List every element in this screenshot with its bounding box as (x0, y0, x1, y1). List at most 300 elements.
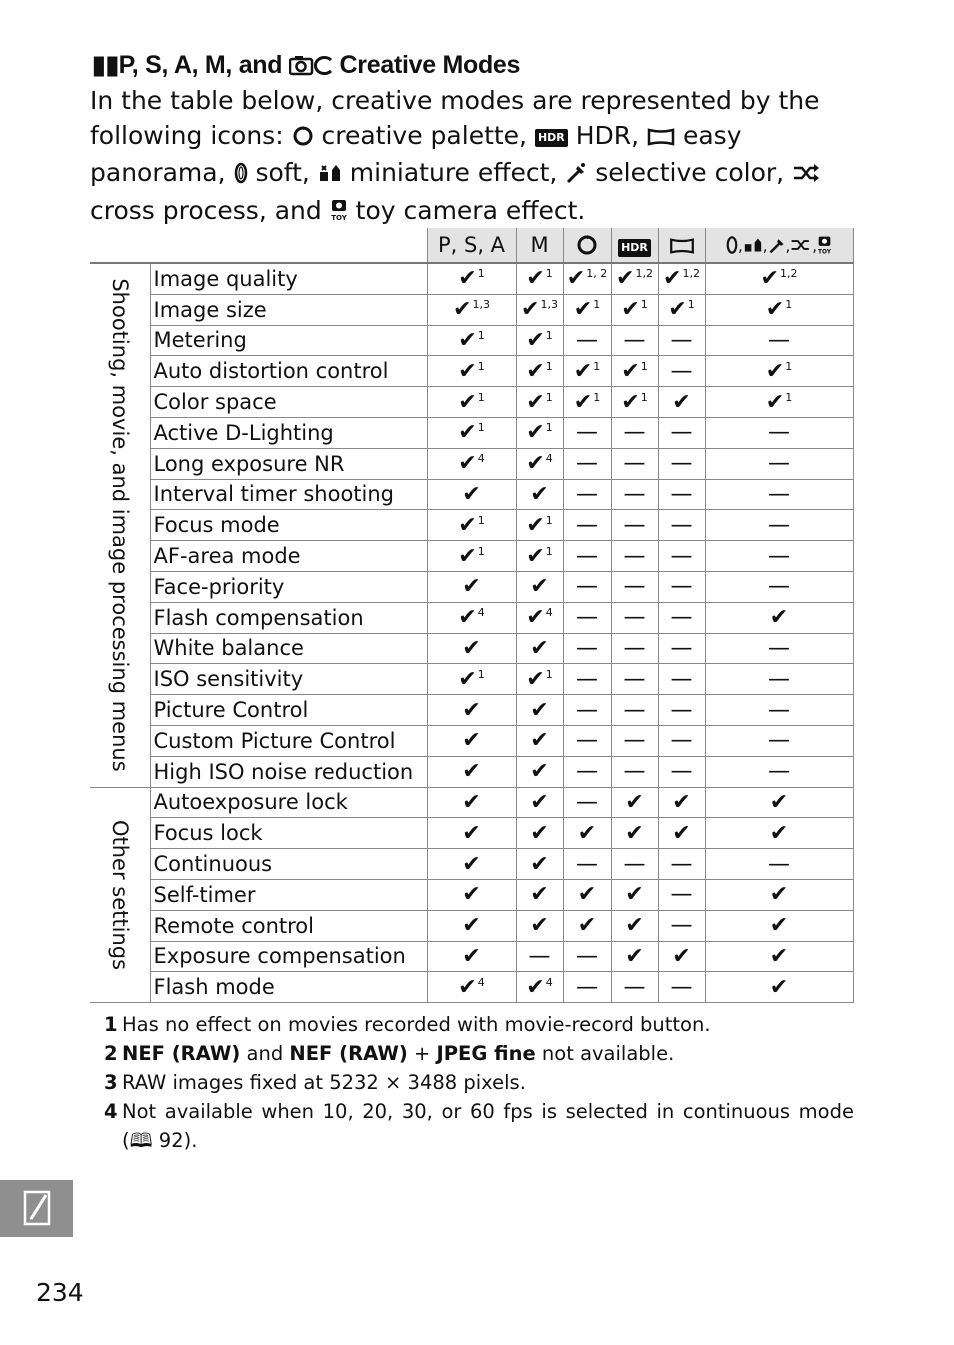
group-label-text: Other settings (107, 819, 132, 970)
footnote-fragment: Has no effect on movies recorded with movie-record button. (122, 1013, 711, 1036)
availability-cell (705, 910, 853, 941)
availability-cell (516, 479, 563, 510)
dash-mark: — (623, 635, 646, 661)
footnote-text (122, 1068, 854, 1097)
availability-cell (427, 756, 516, 787)
availability-cell (563, 479, 611, 510)
availability-cell (705, 417, 853, 448)
availability-cell (563, 633, 611, 664)
availability-cell (427, 325, 516, 356)
availability-cell (516, 356, 563, 387)
setting-label: Active D-Lighting (150, 417, 427, 448)
dash-mark: — (670, 759, 693, 785)
intro-toy-camera: toy camera effect. (347, 195, 586, 225)
footnote-ref: 1 (477, 328, 485, 342)
availability-cell (658, 448, 705, 479)
check-mark-icon: ✔ (458, 974, 477, 1000)
dash-mark: — (576, 605, 598, 631)
footnote (104, 1097, 854, 1155)
availability-cell (611, 602, 658, 633)
setting-label: White balance (150, 633, 427, 664)
dash-mark: — (576, 481, 598, 507)
availability-cell (705, 325, 853, 356)
soft-icon (726, 237, 738, 255)
availability-cell (705, 633, 853, 664)
availability-cell (516, 972, 563, 1003)
heading-title: Creative Modes (332, 51, 521, 79)
footnote-number: 3 (104, 1071, 118, 1094)
footnote-ref: 1 (593, 298, 601, 312)
availability-cell (705, 541, 853, 572)
dash-mark: — (576, 420, 598, 446)
availability-cell (658, 633, 705, 664)
intro-paragraph (90, 84, 870, 231)
heading-modes: P, S, A, M, (118, 51, 233, 79)
availability-cell (658, 910, 705, 941)
availability-cell (705, 356, 853, 387)
footnote-ref: 1 (785, 298, 793, 312)
check-mark-icon: ✔ (621, 358, 640, 384)
setting-label: Image size (150, 294, 427, 325)
footnote-ref: 1,3 (540, 298, 558, 312)
footnote-ref: 1,2 (779, 267, 798, 281)
check-mark-icon: ✔ (462, 789, 481, 815)
col-header-hdr (611, 228, 658, 263)
check-mark-icon: ✔ (616, 266, 635, 292)
setting-label: Interval timer shooting (150, 479, 427, 510)
footnote-ref: 1 (687, 298, 695, 312)
intro-creative-palette: creative palette, (313, 120, 535, 150)
availability-cell (516, 818, 563, 849)
dash-mark: — (576, 635, 598, 661)
availability-cell (516, 325, 563, 356)
availability-cell (705, 479, 853, 510)
footnote-ref: 1 (477, 667, 485, 681)
table-row (90, 510, 853, 541)
dash-mark: — (623, 420, 646, 446)
availability-cell (658, 417, 705, 448)
check-mark-icon: ✔ (458, 327, 477, 353)
availability-cell (611, 695, 658, 726)
check-mark-icon: ✔ (530, 851, 549, 877)
table-row (90, 664, 853, 695)
dash-mark: — (768, 574, 790, 600)
availability-cell (516, 263, 563, 294)
selective-color-icon (565, 159, 587, 194)
availability-cell (516, 725, 563, 756)
dash-mark: — (670, 666, 693, 692)
dash-mark: — (576, 543, 598, 569)
availability-cell (705, 294, 853, 325)
footnote-ref: 1 (545, 267, 553, 281)
availability-cell (658, 787, 705, 818)
check-mark-icon: ✔ (526, 512, 545, 538)
heading-and: and (232, 51, 289, 79)
intro-soft: soft, (247, 158, 318, 187)
availability-cell (563, 417, 611, 448)
availability-cell (705, 571, 853, 602)
check-mark-icon: ✔ (462, 574, 481, 600)
check-mark-icon: ✔ (769, 913, 789, 939)
availability-cell (516, 571, 563, 602)
check-mark-icon: ✔ (458, 512, 477, 538)
section-marker-icon: ▮▮ (92, 51, 119, 79)
availability-cell (427, 417, 516, 448)
table-row (90, 294, 853, 325)
check-mark-icon: ✔ (530, 789, 549, 815)
availability-cell (516, 510, 563, 541)
footnote (104, 1039, 854, 1068)
availability-cell (611, 479, 658, 510)
availability-cell (658, 325, 705, 356)
table-row (90, 325, 853, 356)
availability-cell (705, 387, 853, 418)
table-row (90, 695, 853, 726)
footnote-ref: 1 (477, 421, 485, 435)
check-mark-icon: ✔ (566, 266, 586, 292)
availability-cell (563, 972, 611, 1003)
footnote-ref: 1,2 (682, 267, 700, 281)
availability-cell (516, 664, 563, 695)
check-mark-icon: ✔ (625, 820, 644, 846)
availability-cell (427, 571, 516, 602)
notes-icon (22, 1189, 52, 1227)
availability-cell (427, 263, 516, 294)
row-group-label (90, 787, 150, 1003)
table-row (90, 571, 853, 602)
setting-label: Flash compensation (150, 602, 427, 633)
table-row (90, 633, 853, 664)
availability-cell (611, 818, 658, 849)
check-mark-icon: ✔ (458, 389, 477, 415)
footnote-fragment: and (240, 1042, 290, 1065)
availability-cell (427, 602, 516, 633)
toy-camera-icon (330, 197, 348, 232)
check-mark-icon: ✔ (521, 297, 540, 323)
footnote-text (122, 1010, 854, 1039)
check-mark-icon: ✔ (458, 451, 477, 477)
dash-mark: — (768, 697, 790, 723)
check-mark-icon: ✔ (573, 358, 593, 384)
table-row (90, 910, 853, 941)
cross-process-icon (792, 159, 820, 194)
check-mark-icon: ✔ (577, 882, 597, 908)
cross-process-icon (790, 237, 812, 255)
check-mark-icon: ✔ (530, 820, 549, 846)
dash-mark: — (768, 420, 790, 446)
col-header-m: M (516, 228, 563, 263)
miniature-effect-icon (743, 237, 763, 255)
availability-cell (563, 941, 611, 972)
table-row (90, 602, 853, 633)
dash-mark: — (623, 666, 646, 692)
check-mark-icon: ✔ (760, 266, 779, 292)
footnote-ref: 1 (477, 359, 485, 373)
availability-cell (611, 571, 658, 602)
availability-cell (516, 695, 563, 726)
table-row (90, 849, 853, 880)
table-row (90, 417, 853, 448)
availability-cell (427, 849, 516, 880)
check-mark-icon: ✔ (530, 635, 549, 661)
table-row (90, 879, 853, 910)
footnote-fragment: 92). (152, 1129, 198, 1152)
dash-mark: — (576, 451, 598, 477)
footnote-ref: 1 (785, 359, 793, 373)
availability-cell (516, 787, 563, 818)
check-mark-icon: ✔ (530, 913, 549, 939)
table-row (90, 263, 853, 294)
table-row (90, 725, 853, 756)
check-mark-icon: ✔ (672, 943, 691, 969)
availability-cell (516, 756, 563, 787)
dash-mark: — (623, 728, 646, 754)
availability-cell (611, 787, 658, 818)
col-header-easy-panorama (658, 228, 705, 263)
check-mark-icon: ✔ (530, 481, 549, 507)
dash-mark: — (623, 574, 646, 600)
setting-label: Focus mode (150, 510, 427, 541)
footnotes (104, 1010, 854, 1155)
check-mark-icon: ✔ (621, 297, 640, 323)
availability-cell (427, 633, 516, 664)
check-mark-icon: ✔ (458, 666, 477, 692)
check-mark-icon: ✔ (765, 389, 785, 415)
check-mark-icon: ✔ (526, 451, 545, 477)
availability-cell (427, 294, 516, 325)
footnote-ref: 1 (477, 544, 485, 558)
check-mark-icon: ✔ (526, 389, 545, 415)
dash-mark: — (670, 451, 693, 477)
availability-cell (563, 356, 611, 387)
dash-mark: — (670, 327, 693, 353)
availability-cell (563, 818, 611, 849)
header-blank (90, 228, 150, 263)
dash-mark: — (623, 451, 646, 477)
check-mark-icon: ✔ (625, 943, 644, 969)
dash-mark: — (623, 759, 646, 785)
availability-cell (658, 541, 705, 572)
availability-cell (427, 910, 516, 941)
check-mark-icon: ✔ (672, 820, 691, 846)
availability-cell (611, 910, 658, 941)
dash-mark: — (670, 851, 693, 877)
footnote-ref: 1 (545, 390, 553, 404)
availability-cell (516, 417, 563, 448)
setting-label: Long exposure NR (150, 448, 427, 479)
availability-cell (427, 356, 516, 387)
availability-cell (516, 910, 563, 941)
dash-mark: — (670, 512, 693, 538)
availability-cell (611, 941, 658, 972)
dash-mark: — (768, 666, 790, 692)
availability-cell (705, 879, 853, 910)
availability-cell (658, 387, 705, 418)
check-mark-icon: ✔ (458, 543, 477, 569)
footnote-ref: 1 (545, 328, 553, 342)
footnote-ref: 4 (545, 606, 553, 620)
footnote-number: 1 (104, 1013, 118, 1036)
check-mark-icon: ✔ (458, 420, 477, 446)
footnote-ref: 1 (593, 359, 601, 373)
setting-label: Flash mode (150, 972, 427, 1003)
availability-cell (705, 787, 853, 818)
dash-mark: — (623, 697, 646, 723)
dash-mark: — (768, 512, 790, 538)
dash-mark: — (670, 913, 693, 939)
availability-cell (563, 664, 611, 695)
availability-cell (658, 356, 705, 387)
availability-cell (516, 294, 563, 325)
availability-cell (563, 571, 611, 602)
section-heading (92, 50, 520, 83)
dash-mark: — (768, 635, 790, 661)
check-mark-icon: ✔ (526, 666, 545, 692)
dash-mark: — (670, 728, 693, 754)
availability-cell (611, 725, 658, 756)
footnote-fragment: + (407, 1042, 437, 1065)
dash-mark: — (623, 605, 646, 631)
availability-cell (611, 541, 658, 572)
table-header-row (90, 228, 853, 263)
availability-cell (658, 664, 705, 695)
footnote-fragment: JPEG fine (436, 1042, 536, 1065)
availability-cell (427, 879, 516, 910)
dash-mark: — (768, 543, 790, 569)
availability-cell (658, 849, 705, 880)
check-mark-icon: ✔ (453, 297, 472, 323)
setting-label: Color space (150, 387, 427, 418)
creative-mode-icon (289, 54, 333, 83)
footnote-ref: 1 (593, 390, 601, 404)
col-header-psa: P, S, A (427, 228, 516, 263)
intro-text: In the table below, creative modes are represented by the following icons: (90, 86, 820, 150)
setting-label: Auto distortion control (150, 356, 427, 387)
footnote-fragment: NEF (RAW) (122, 1042, 241, 1065)
footnote-ref: 1 (640, 359, 648, 373)
availability-cell (658, 941, 705, 972)
setting-label: Picture Control (150, 695, 427, 726)
check-mark-icon: ✔ (526, 266, 545, 292)
dash-mark: — (768, 728, 790, 754)
availability-cell (563, 879, 611, 910)
footnote-ref: 1 (640, 298, 648, 312)
footnote-text (122, 1039, 854, 1068)
footnote-ref: 4 (545, 975, 553, 989)
availability-cell (611, 849, 658, 880)
availability-cell (427, 941, 516, 972)
availability-cell (563, 510, 611, 541)
availability-cell (658, 695, 705, 726)
availability-cell (611, 510, 658, 541)
availability-cell (705, 510, 853, 541)
table-row (90, 818, 853, 849)
availability-cell (563, 910, 611, 941)
dash-mark: — (576, 851, 598, 877)
dash-mark: — (768, 481, 790, 507)
availability-cell (563, 263, 611, 294)
availability-cell (705, 818, 853, 849)
availability-cell (427, 479, 516, 510)
availability-cell (563, 756, 611, 787)
col-header-effects: , , , , TOY (705, 228, 853, 263)
availability-cell (705, 849, 853, 880)
footnote-ref: 1, 2 (586, 267, 608, 281)
setting-label: Metering (150, 325, 427, 356)
availability-cell (611, 633, 658, 664)
check-mark-icon: ✔ (462, 882, 481, 908)
creative-palette-icon (292, 122, 314, 157)
availability-cell (516, 602, 563, 633)
table-row (90, 941, 853, 972)
table-row (90, 972, 853, 1003)
setting-label: Self-timer (150, 879, 427, 910)
availability-cell (516, 849, 563, 880)
dash-mark: — (576, 666, 598, 692)
availability-cell (516, 941, 563, 972)
check-mark-icon: ✔ (769, 789, 789, 815)
soft-icon (234, 159, 248, 194)
dash-mark: — (528, 943, 551, 969)
footnote-ref: 1 (477, 390, 485, 404)
availability-cell (427, 510, 516, 541)
footnote-number: 4 (104, 1100, 118, 1123)
availability-cell (563, 294, 611, 325)
dash-mark: — (623, 974, 646, 1000)
footnote-fragment: NEF (RAW) (289, 1042, 408, 1065)
availability-cell (516, 633, 563, 664)
footnote-ref: 1 (785, 390, 793, 404)
availability-cell (427, 387, 516, 418)
setting-label: Exposure compensation (150, 941, 427, 972)
availability-cell (658, 510, 705, 541)
setting-label: AF-area mode (150, 541, 427, 572)
check-mark-icon: ✔ (526, 420, 545, 446)
table-row (90, 756, 853, 787)
dash-mark: — (768, 759, 790, 785)
availability-cell (563, 602, 611, 633)
check-mark-icon: ✔ (462, 913, 481, 939)
setting-label: ISO sensitivity (150, 664, 427, 695)
availability-cell (427, 541, 516, 572)
availability-cell (427, 695, 516, 726)
availability-cell (563, 725, 611, 756)
dash-mark: — (670, 420, 693, 446)
footnote-text (122, 1097, 854, 1155)
header-blank-2 (150, 228, 427, 263)
availability-cell (563, 387, 611, 418)
intro-easy-panorama: easy panorama, (90, 120, 742, 187)
check-mark-icon: ✔ (462, 851, 481, 877)
check-mark-icon: ✔ (530, 759, 549, 785)
availability-cell (516, 879, 563, 910)
availability-cell (705, 725, 853, 756)
dash-mark: — (768, 451, 790, 477)
check-mark-icon: ✔ (625, 913, 644, 939)
intro-miniature: miniature effect, (341, 158, 566, 187)
check-mark-icon: ✔ (672, 789, 691, 815)
availability-cell (563, 849, 611, 880)
check-mark-icon: ✔ (458, 605, 477, 631)
check-mark-icon: ✔ (769, 605, 789, 631)
dash-mark: — (623, 512, 646, 538)
hdr-icon: HDR (535, 129, 568, 147)
availability-cell (563, 695, 611, 726)
availability-cell (516, 541, 563, 572)
dash-mark: — (670, 543, 693, 569)
check-mark-icon: ✔ (769, 943, 789, 969)
check-mark-icon: ✔ (577, 913, 597, 939)
